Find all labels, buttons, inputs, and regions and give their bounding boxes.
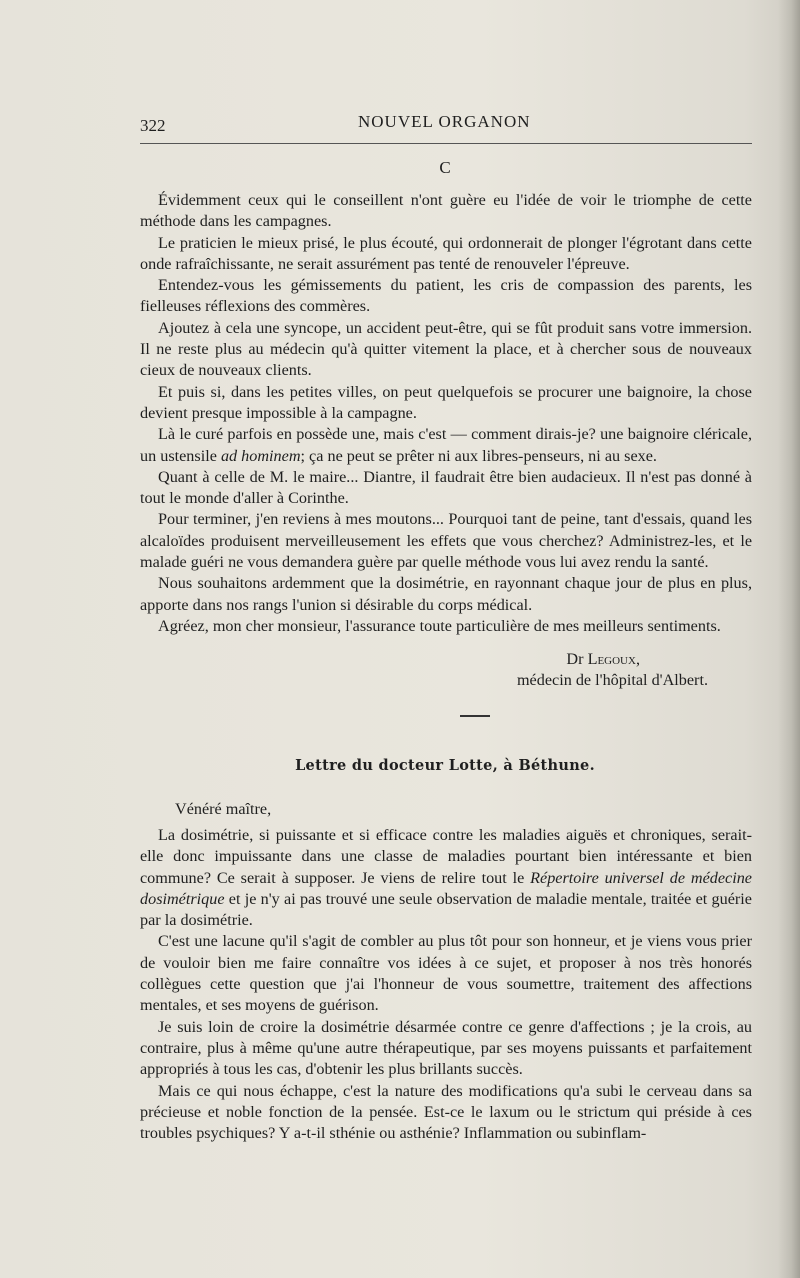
- page-edge-shadow: [778, 0, 800, 1278]
- paragraph: Je suis loin de croire la dosimétrie désarmée contre ce genre d'affections ; je la crois, au contraire, plus à même qu'une autre thérapeutique, par ses moyens puissants et parfaitement appropriés à tous les cas, d'obtenir les plus brillants succès.: [140, 1017, 752, 1079]
- signature-surname: Legoux,: [587, 650, 640, 668]
- text-run: ; ça ne peut se prêter ni aux libres-penseurs, ni au sexe.: [300, 446, 657, 465]
- paragraph: Mais ce qui nous échappe, c'est la nature des modifications qu'a subi le cerveau dans sa précieuse et noble fonction de la pensée. Est-ce le laxum ou le strictum qui préside à ces troubles psychiques? Y a-t-il sthénie ou asthénie? Inflammation ou subinflam-: [140, 1081, 752, 1143]
- paragraph: Entendez-vous les gémissements du patient, les cris de compassion des parents, les fielleuses réflexions des commères.: [140, 276, 752, 316]
- italic-title: Répertoire universel de médecine dosimétrique: [140, 868, 752, 908]
- signature-title: Dr: [566, 650, 584, 668]
- letter-body-legoux: [140, 190, 752, 637]
- paragraph: Évidemment ceux qui le conseillent n'ont guère eu l'idée de voir le triomphe de cette méthode dans les campagnes.: [140, 191, 752, 231]
- paragraph: C'est une lacune qu'il s'agit de combler au plus tôt pour son honneur, et je viens vous prier de vouloir bien me faire connaître vos idées à ce sujet, et proposer à nos très honorés collègues cette question que j'ai l'honneur de vous soumettre, traitement des affections mentales, et ses moyens de guérison.: [140, 932, 752, 1015]
- paragraph-dosimetrie: [140, 825, 752, 931]
- signature-name: [566, 649, 640, 670]
- paragraph: Nous souhaitons ardemment que la dosimétrie, en rayonnant chaque jour de plus en plus, apporte dans nos rangs l'union si désirable du corps médical.: [140, 574, 752, 614]
- paragraph: Ajoutez à cela une syncope, un accident peut-être, qui se fût produit sans votre immersion. Il ne reste plus au médecin qu'à quitter vitement la place, et à chercher sous de nouveaux cieux de nouveaux clients.: [140, 318, 752, 380]
- salutation: Vénéré maître,: [175, 800, 272, 818]
- page-header: [140, 112, 752, 142]
- paragraph: Et puis si, dans les petites villes, on peut quelquefois se procurer une baignoire, la chose devient presque impossible à la campagne.: [140, 382, 752, 422]
- signature-role: médecin de l'hôpital d'Albert.: [516, 671, 708, 689]
- section-divider: [460, 715, 490, 717]
- paragraph: Pour terminer, j'en reviens à mes moutons... Pourquoi tant de peine, tant d'essais, quand les alcaloïdes produisent merveilleusement les effets que vous cherchez? Administrez-les, et le malade guéri ne vous demandera guère par quelle méthode vous lui avez rendu la santé.: [140, 510, 752, 572]
- section-letter: C: [439, 158, 451, 177]
- paragraph: Agréez, mon cher monsieur, l'assurance toute particulière de mes meilleurs sentiments.: [158, 616, 721, 635]
- letter-body-lotte: [140, 825, 752, 1144]
- header-rule: [140, 143, 752, 144]
- paragraph-cure: [140, 424, 752, 467]
- italic-phrase: ad hominem: [220, 446, 301, 465]
- text-run: La dosimétrie, si puissante et si efficace contre les maladies aiguës et chroniques, serait-elle donc impuissante dans une classe de maladies pourtant bien intéressante et bien commune? Ce serait à supposer. Je viens de relire tout le: [140, 826, 752, 887]
- page-number: 322: [140, 116, 166, 135]
- paragraph: Le praticien le mieux prisé, le plus écouté, qui ordonnerait de plonger l'égrotant dans cette onde rafraîchissante, ne serait assurément pas tenté de renouveler l'épreuve.: [140, 233, 752, 273]
- text-run: Là le curé parfois en possède une, mais c'est — comment dirais-je? une baignoire cléricale, un ustensile: [140, 425, 752, 465]
- text-run: et je n'y ai pas trouvé une seule observation de maladie mentale, traitée et guérie par la dosimétrie.: [140, 889, 752, 930]
- letter-title: Lettre du docteur Lotte, à Béthune.: [295, 757, 595, 774]
- running-head: NOUVEL ORGANON: [358, 112, 531, 131]
- paragraph: Quant à celle de M. le maire... Diantre, il faudrait être bien audacieux. Il n'est pas donné à tout le monde d'aller à Corinthe.: [140, 467, 752, 508]
